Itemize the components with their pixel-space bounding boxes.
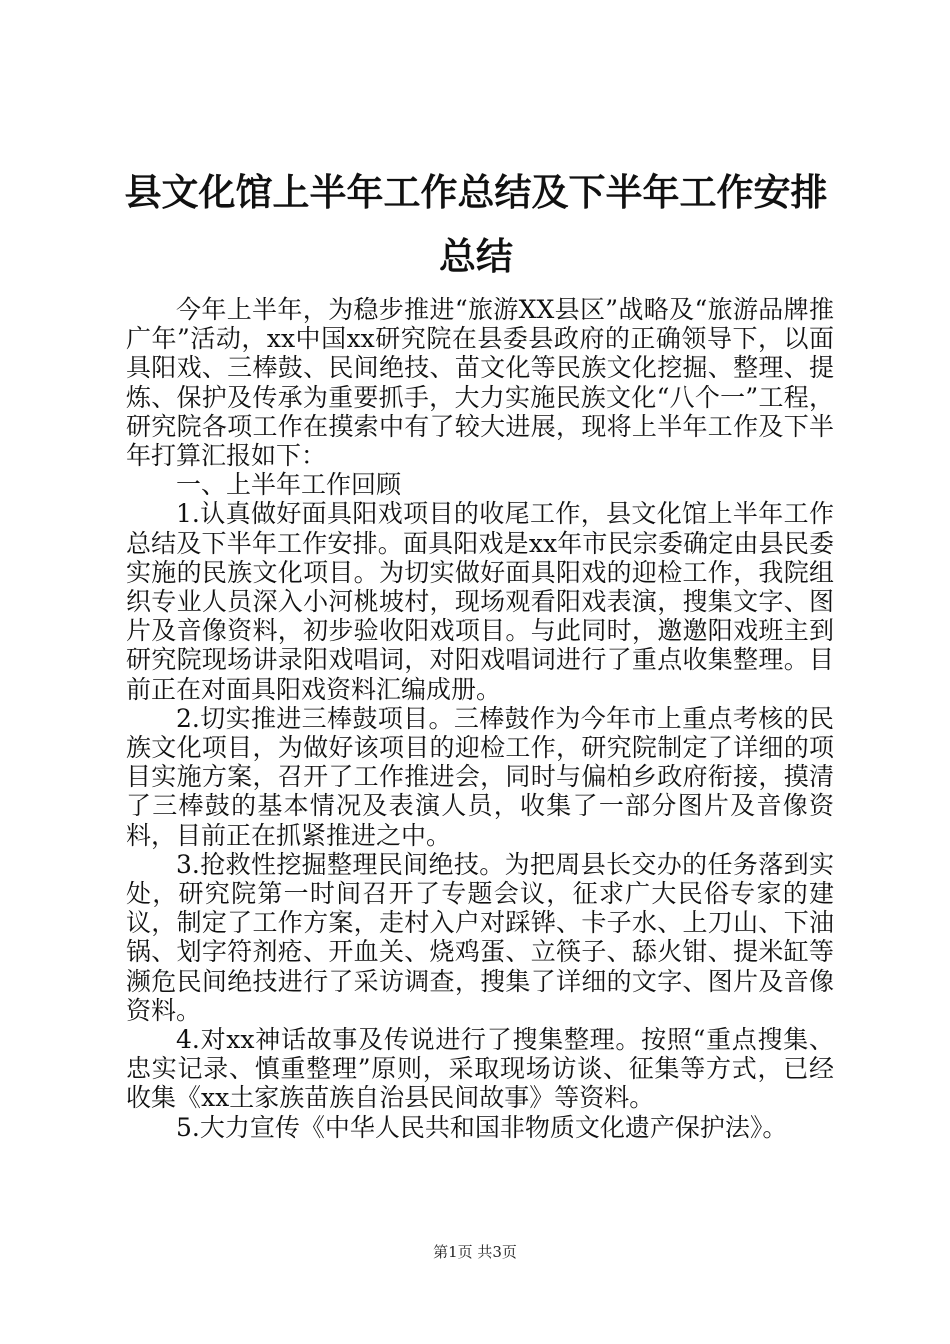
paragraph-intro: 今年上半年，为稳步推进“旅游XX县区”战略及“旅游品牌推广年”活动，xx中国xx研究院在县委县政府的正确领导下，以面具阳戏、三棒鼓、民间绝技、苗文化等民族文化挖掘、整理、提炼、保护及传承为重要抓手，大力实施民族文化“八个一”工程，研究院各项工作在摸索中有了较大进展，现将上半年工作及下半年打算汇报如下：	[126, 295, 834, 471]
document-title: 县文化馆上半年工作总结及下半年工作安排总结	[124, 170, 828, 278]
page-footer: 第1页 共3页	[433, 1243, 517, 1261]
paragraph-item-3: 3.抢救性挖掘整理民间绝技。为把周县长交办的任务落到实处，研究院第一时间召开了专题会议，征求广大民俗专家的建议，制定了工作方案，走村入户对踩铧、卡子水、上刀山、下油锅、划字符剂疮、开血关、烧鸡蛋、立筷子、舔火钳、提米缸等濒危民间绝技进行了采访调查，搜集了详细的文字、图片及音像资料。	[126, 849, 834, 1025]
paragraph-item-2: 2.切实推进三棒鼓项目。三棒鼓作为今年市上重点考核的民族文化项目，为做好该项目的迎检工作，研究院制定了详细的项目实施方案，召开了工作推进会，同时与偏柏乡政府衔接，摸清了三棒鼓的基本情况及表演人员，收集了一部分图片及音像资料，目前正在抓紧推进之中。	[126, 703, 834, 850]
paragraph-item-4: 4.对xx神话故事及传说进行了搜集整理。按照“重点搜集、忠实记录、慎重整理”原则，采取现场访谈、征集等方式，已经收集《xx土家族苗族自治县民间故事》等资料。	[126, 1025, 834, 1113]
document-body	[126, 295, 834, 1142]
paragraph-item-1: 1.认真做好面具阳戏项目的收尾工作，县文化馆上半年工作总结及下半年工作安排。面具阳戏是xx年市民宗委确定由县民委实施的民族文化项目。为切实做好面具阳戏的迎检工作，我院组织专业人员深入小河桃坡村，现场观看阳戏表演，搜集文字、图片及音像资料，初步验收阳戏项目。与此同时，邀邀阳戏班主到研究院现场讲录阳戏唱词，对阳戏唱词进行了重点收集整理。目前正在对面具阳戏资料汇编成册。	[126, 499, 834, 704]
paragraph-item-5: 5.大力宣传《中华人民共和国非物质文化遗产保护法》。	[176, 1112, 788, 1142]
section-heading: 一、上半年工作回顾	[176, 470, 402, 500]
